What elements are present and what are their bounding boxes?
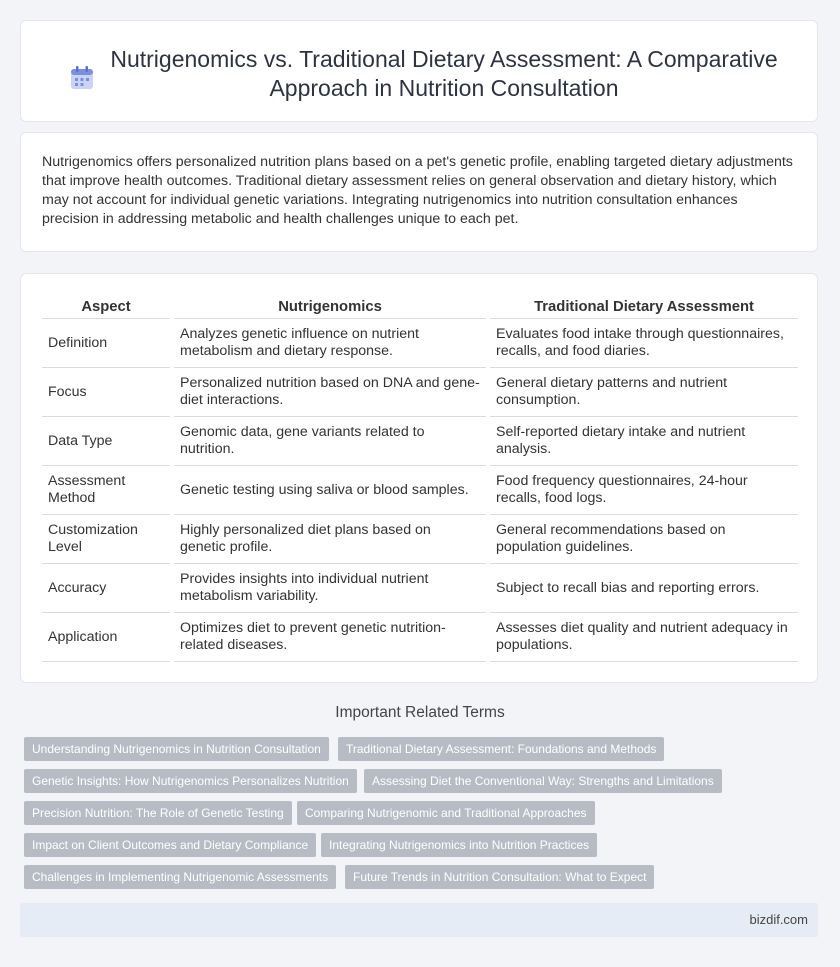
cell-aspect: Customization Level: [42, 515, 170, 564]
comparison-card: [20, 273, 818, 683]
related-term-link[interactable]: Comparing Nutrigenomic and Traditional Approaches: [297, 801, 595, 825]
cell-nutrigenomics: Personalized nutrition based on DNA and gene-diet interactions.: [174, 368, 486, 417]
cell-nutrigenomics: Optimizes diet to prevent genetic nutrition-related diseases.: [174, 613, 486, 662]
cell-nutrigenomics: Highly personalized diet plans based on genetic profile.: [174, 515, 486, 564]
cell-aspect: Data Type: [42, 417, 170, 466]
table-row: [42, 368, 798, 417]
cell-traditional: General recommendations based on population guidelines.: [490, 515, 798, 564]
related-term-link[interactable]: Assessing Diet the Conventional Way: Strengths and Limitations: [364, 769, 722, 793]
cell-nutrigenomics: Provides insights into individual nutrient metabolism variability.: [174, 564, 486, 613]
page-title: Nutrigenomics vs. Traditional Dietary Assessment: A Comparative Approach in Nutrition Consultation: [110, 46, 778, 101]
related-term-link[interactable]: Precision Nutrition: The Role of Genetic Testing: [24, 801, 292, 825]
related-term-link[interactable]: Challenges in Implementing Nutrigenomic Assessments: [24, 865, 336, 889]
cell-nutrigenomics: Genomic data, gene variants related to nutrition.: [174, 417, 486, 466]
intro-text: Nutrigenomics offers personalized nutrition plans based on a pet's genetic profile, enabling targeted dietary adjustments that improve health outcomes. Traditional dietary assessment relies on general observation and dietary history, which may not account for individual genetic variations. Integrating nutrigenomics into nutrition consultation enhances precision in addressing metabolic and health challenges unique to each pet.: [42, 154, 793, 227]
header-card: [20, 20, 818, 122]
cell-nutrigenomics: Genetic testing using saliva or blood samples.: [174, 466, 486, 515]
related-term-link[interactable]: Integrating Nutrigenomics into Nutrition Practices: [321, 833, 597, 857]
table-row: [42, 613, 798, 662]
table-header-row: [42, 296, 798, 319]
cell-traditional: Assesses diet quality and nutrient adequacy in populations.: [490, 613, 798, 662]
header-aspect: Aspect: [42, 296, 170, 319]
footer-site[interactable]: bizdif.com: [749, 912, 808, 927]
intro-card: [20, 132, 818, 252]
cell-aspect: Assessment Method: [42, 466, 170, 515]
cell-aspect: Application: [42, 613, 170, 662]
cell-traditional: Food frequency questionnaires, 24-hour recalls, food logs.: [490, 466, 798, 515]
header-nutrigenomics: Nutrigenomics: [174, 296, 486, 319]
comparison-table: [42, 296, 798, 662]
table-row: [42, 515, 798, 564]
header-traditional: Traditional Dietary Assessment: [490, 296, 798, 319]
cell-aspect: Definition: [42, 319, 170, 368]
table-row: [42, 564, 798, 613]
footer: [20, 903, 818, 937]
table-row: [42, 466, 798, 515]
cell-nutrigenomics: Analyzes genetic influence on nutrient metabolism and dietary response.: [174, 319, 486, 368]
related-term-link[interactable]: Genetic Insights: How Nutrigenomics Personalizes Nutrition: [24, 769, 357, 793]
cell-traditional: General dietary patterns and nutrient consumption.: [490, 368, 798, 417]
cell-traditional: Self-reported dietary intake and nutrient analysis.: [490, 417, 798, 466]
cell-aspect: Focus: [42, 368, 170, 417]
related-term-link[interactable]: Impact on Client Outcomes and Dietary Compliance: [24, 833, 316, 857]
related-term-link[interactable]: Future Trends in Nutrition Consultation: What to Expect: [345, 865, 654, 889]
cell-traditional: Subject to recall bias and reporting errors.: [490, 564, 798, 613]
cell-aspect: Accuracy: [42, 564, 170, 613]
cell-traditional: Evaluates food intake through questionnaires, recalls, and food diaries.: [490, 319, 798, 368]
table-row: [42, 417, 798, 466]
related-terms-title: Important Related Terms: [335, 704, 505, 721]
related-term-link[interactable]: Understanding Nutrigenomics in Nutrition Consultation: [24, 737, 329, 761]
table-row: [42, 319, 798, 368]
related-term-link[interactable]: Traditional Dietary Assessment: Foundations and Methods: [338, 737, 664, 761]
